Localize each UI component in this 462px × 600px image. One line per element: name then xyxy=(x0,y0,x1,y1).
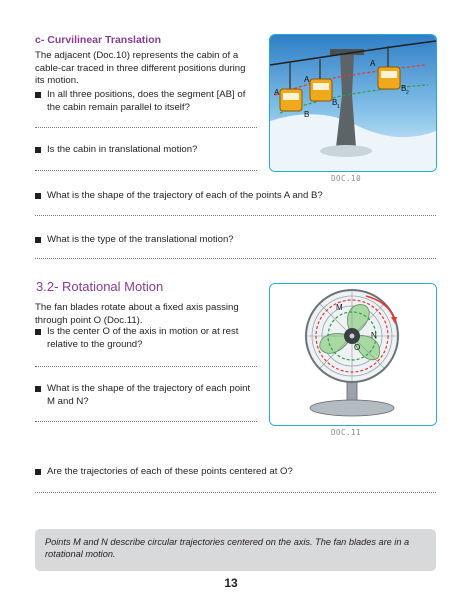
label-o: O xyxy=(354,343,361,352)
cable-car-illustration xyxy=(270,35,436,171)
section-3-2-question-2: What is the shape of the trajectory of each point M and N? xyxy=(35,383,259,408)
section-3-2-title: 3.2- Rotational Motion xyxy=(36,279,164,294)
label-a1: A xyxy=(304,75,310,84)
section-3-2-question-3: Are the trajectories of each of these points centered at O? xyxy=(35,466,437,479)
section-c-intro: The adjacent (Doc.10) represents the cabin of a cable-car traced in three different positions during its motion. xyxy=(35,50,246,87)
doc11-caption: DOC.11 xyxy=(331,428,362,437)
section-c-question-3: What is the shape of the trajectory of each of the points A and B? xyxy=(35,190,437,203)
section-c-title: c- Curvilinear Translation xyxy=(35,34,162,46)
label-m: M xyxy=(336,303,343,312)
summary-note xyxy=(35,529,436,571)
fan-illustration xyxy=(270,284,436,425)
label-b1-subscript: 1 xyxy=(337,104,340,110)
answer-line xyxy=(35,215,436,216)
doc10-caption: DOC.10 xyxy=(331,174,362,183)
label-a2: A xyxy=(370,59,376,68)
section-c-question-2: Is the cabin in translational motion? xyxy=(35,144,259,157)
answer-line xyxy=(35,492,436,493)
label-a: A xyxy=(274,88,280,97)
page-number: 13 xyxy=(224,576,238,590)
summary-note-text: Points M and N describe circular trajectories centered on the axis. The fan blades are in a rotational motion. xyxy=(45,537,410,559)
label-n: N xyxy=(371,331,377,340)
section-3-2-intro: The fan blades rotate about a fixed axis passing through point O (Doc.11). xyxy=(35,302,239,326)
label-b1: B xyxy=(332,98,338,107)
section-3-2-question-1: Is the center O of the axis in motion or at rest relative to the ground? xyxy=(35,326,259,351)
label-b2-subscript: 2 xyxy=(406,90,409,96)
section-c-question-1: In all three positions, does the segment [AB] of the cabin remain parallel to itself? xyxy=(35,89,259,114)
label-b2: B xyxy=(401,84,407,93)
answer-line xyxy=(35,421,257,422)
answer-line xyxy=(35,170,257,171)
fan-figure xyxy=(269,283,437,426)
label-b: B xyxy=(304,110,310,119)
answer-line xyxy=(35,258,436,259)
answer-line xyxy=(35,366,257,367)
section-c-question-4: What is the type of the translational motion? xyxy=(35,234,437,247)
answer-line xyxy=(35,127,257,128)
cable-car-figure xyxy=(269,34,437,172)
